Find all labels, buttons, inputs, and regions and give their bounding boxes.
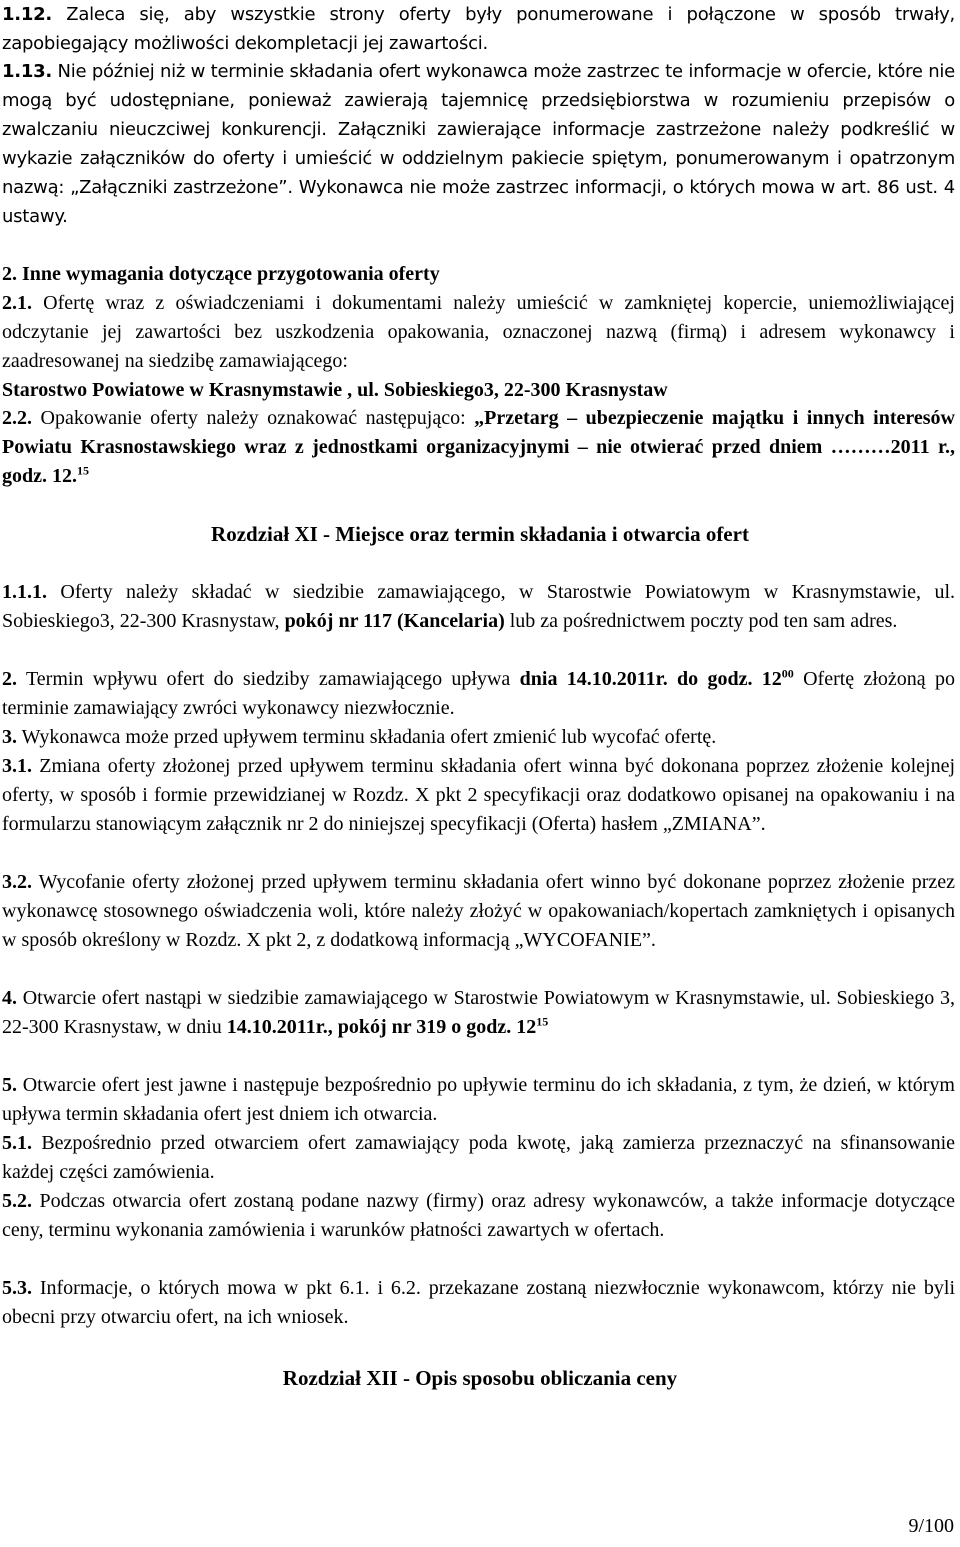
paragraph-3-1: [2, 752, 955, 839]
item-number: 1.12.: [2, 4, 52, 25]
paragraph-2-2: [2, 404, 955, 491]
paragraph-5-1: [2, 1129, 955, 1187]
item-number: 5.2.: [2, 1190, 32, 1212]
paragraph-text: Opakowanie oferty należy oznakować następująco:: [32, 407, 466, 429]
paragraph-text: Nie później niż w terminie składania ofert wykonawca może zastrzec te informacje w ofercie, które nie mogą być udostępniane, ponieważ zawierają tajemnicę przedsiębiorstwa w rozumieniu przepisów o zwalczaniu nieuczciwej konkurencji. Załączniki zawierające informacje zastrzeżone należy podkreślić w wykazie załączników do oferty i umieścić w oddzielnym pakiecie spiętym, ponumerowanym i opatrzonym nazwą: „Załączniki zastrzeżone”. Wykonawca nie może zastrzec informacji, o których mowa w art. 86 ust. 4 ustawy.: [2, 61, 955, 227]
item-number: 2.2.: [2, 407, 32, 429]
room-text: pokój nr 117 (Kancelaria): [284, 610, 505, 632]
paragraph-5-2: [2, 1187, 955, 1245]
item-number: 3.1.: [2, 755, 32, 777]
item-number: 2.1.: [2, 292, 32, 314]
chapter-xii-heading: Rozdział XII - Opis sposobu obliczania ceny: [282, 1366, 678, 1390]
paragraph-text: Ofertę wraz z oświadczeniami i dokumentami należy umieścić w zamkniętej kopercie, uniemożliwiającej odczytanie jej zawartości bez uszkodzenia opakowania, oznaczonej nazwą (firmą) i adresem wykonawcy i zaadresowanej na siedzibę zamawiającego:: [2, 292, 955, 372]
item-number: 3.: [2, 726, 17, 748]
paragraph-2: [2, 665, 955, 723]
paragraph-text: Termin wpływu ofert do siedziby zamawiającego upływa: [17, 668, 520, 690]
paragraph-2-1: [2, 289, 955, 405]
paragraph-3: [2, 723, 955, 752]
deadline-text: dnia 14.10.2011r. do godz. 12: [519, 668, 782, 690]
paragraph-text-end: Ofertę złożoną po terminie zamawiający zwróci wykonawcy niezwłocznie.: [2, 668, 955, 719]
paragraph-text: Bezpośrednio przed otwarciem ofert zamawiający poda kwotę, jaką zamierza przeznaczyć na sfinansowanie każdej części zamówienia.: [2, 1132, 955, 1183]
paragraph-1-12: [2, 0, 955, 58]
label-text: „Przetarg – ubezpieczenie majątku i innych interesów Powiatu Krasnostawskiego wraz z jednostkami organizacyjnymi – nie otwierać przed dniem ………2011 r., godz. 12.: [2, 407, 955, 487]
item-number: 5.1.: [2, 1132, 32, 1154]
hour-superscript: 15: [77, 463, 89, 478]
paragraph-4: [2, 984, 955, 1042]
page-number: 9/100: [908, 1515, 954, 1537]
paragraph-5: [2, 1071, 955, 1129]
item-number: 1.1.1.: [2, 581, 47, 603]
paragraph-text: Informacje, o których mowa w pkt 6.1. i 6.2. przekazane zostaną niezwłocznie wykonawcom, którzy nie byli obecni przy otwarciu ofert, na ich wniosek.: [2, 1277, 955, 1328]
opening-superscript: 15: [536, 1014, 549, 1029]
deadline-superscript: 00: [781, 666, 794, 681]
paragraph-1-13: [2, 57, 955, 231]
section-heading-text: 2. Inne wymagania dotyczące przygotowania oferty: [2, 263, 440, 285]
address-line: Starostwo Powiatowe w Krasnymstawie , ul. Sobieskiego3, 22-300 Krasnystaw: [2, 379, 668, 401]
paragraph-1-1-1: [2, 578, 955, 636]
paragraph-text: Otwarcie ofert nastąpi w siedzibie zamawiającego w Starostwie Powiatowym w Krasnymstawie, ul. Sobieskiego 3, 22-300 Krasnystaw, w dniu: [2, 987, 955, 1038]
item-number: 2.: [2, 668, 17, 690]
item-number: 3.2.: [2, 871, 32, 893]
paragraph-text: Wycofanie oferty złożonej przed upływem terminu składania ofert winno być dokonane poprzez złożenie przez wykonawcę stosownego oświadczenia woli, które należy złożyć w opakowaniach/kopertach zamkniętych i opisanych w sposób określony w Rozdz. X pkt 2, z dodatkową informacją „WYCOFANIE”.: [2, 871, 955, 951]
item-number: 1.13.: [2, 61, 52, 82]
paragraph-text: Wykonawca może przed upływem terminu składania ofert zmienić lub wycofać ofertę.: [17, 726, 717, 748]
paragraph-text: Otwarcie ofert jest jawne i następuje bezpośrednio po upływie terminu do ich składania, z tym, że dzień, w którym upływa termin składania ofert jest dniem ich otwarcia.: [2, 1074, 955, 1125]
item-number: 5.3.: [2, 1277, 32, 1299]
item-number: 4.: [2, 987, 17, 1009]
paragraph-text: Oferty należy składać w siedzibie zamawiającego, w Starostwie Powiatowym w Krasnymstawie, ul. Sobieskiego3, 22-300 Krasnystaw,: [2, 581, 955, 632]
opening-date-text: 14.10.2011r., pokój nr 319 o godz. 12: [226, 1016, 537, 1038]
paragraph-5-3: [2, 1274, 955, 1332]
paragraph-text: Zmiana oferty złożonej przed upływem terminu składania ofert winna być dokonana poprzez złożenie kolejnej oferty, w sposób i formie przewidzianej w Rozdz. X pkt 2 specyfikacji oraz dodatkowo opisanej na opakowaniu i na formularzu stanowiącym załącznik nr 2 do niniejszej specyfikacji (Oferta) hasłem „ZMIANA”.: [2, 755, 955, 835]
section-2-heading: [2, 260, 955, 289]
paragraph-text-end: lub za pośrednictwem poczty pod ten sam adres.: [504, 610, 898, 632]
paragraph-3-2: [2, 868, 955, 955]
chapter-xi-heading: Rozdział XI - Miejsce oraz termin składania i otwarcia ofert: [211, 522, 749, 546]
paragraph-text: Zaleca się, aby wszystkie strony oferty były ponumerowane i połączone w sposób trwały, zapobiegający możliwości dekompletacji jej zawartości.: [2, 4, 955, 54]
paragraph-text: Podczas otwarcia ofert zostaną podane nazwy (firmy) oraz adresy wykonawców, a także informacje dotyczące ceny, terminu wykonania zamówienia i warunków płatności zawartych w ofertach.: [2, 1190, 955, 1241]
item-number: 5.: [2, 1074, 17, 1096]
